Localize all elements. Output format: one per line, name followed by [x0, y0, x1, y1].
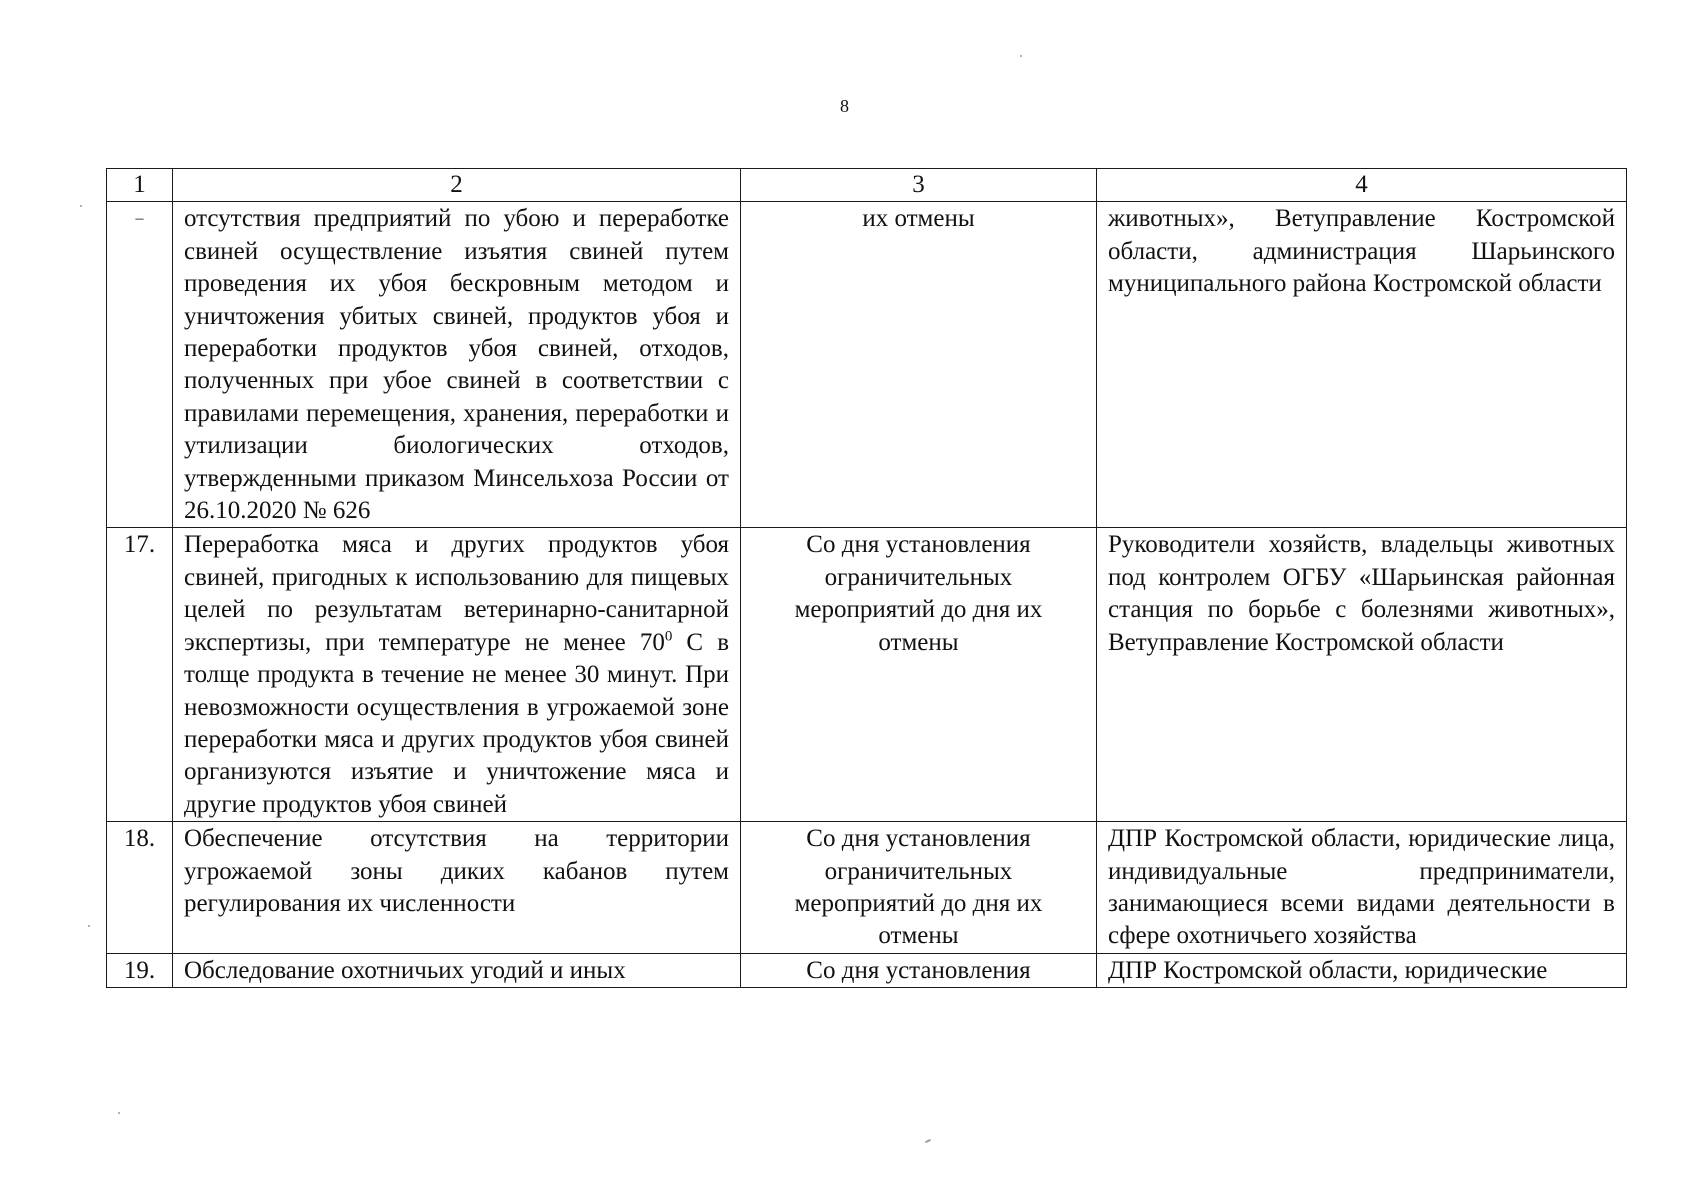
page-number: 8 [840, 96, 849, 116]
measure-cell: отсутствия предприятий по убою и переработке свиней осуществление изъятия свиней путем проведения их убоя бескровным методом и уничтожения убитых свиней, продуктов убоя и переработки продуктов убоя свиней, отходов, полученных при убое свиней в соответствии с правилами перемещения, хранения, переработки и утилизации биологических отходов, утвержденными приказом Минсельхоза России от 26.10.2020 № 626 [173, 202, 741, 528]
scan-speck [80, 205, 82, 207]
scan-speck [1020, 55, 1022, 57]
table-header-row [107, 169, 1627, 202]
row-number: 19. [107, 953, 173, 987]
table-row [107, 953, 1627, 987]
measures-table [106, 168, 1627, 988]
responsible-cell: ДПР Костромской области, юридические лица, индивидуальные предприниматели, занимающиеся всеми видами деятельности в сфере охотничьего хозяйства [1097, 822, 1627, 954]
header-cell: 4 [1097, 169, 1627, 202]
row-number: 17. [107, 528, 173, 822]
measure-cell [173, 528, 741, 822]
header-cell: 1 [107, 169, 173, 202]
scan-speck [88, 925, 90, 927]
term-cell: их отмены [741, 202, 1097, 528]
row-number: 18. [107, 822, 173, 954]
header-cell: 3 [741, 169, 1097, 202]
responsible-cell: ДПР Костромской области, юридические [1097, 953, 1627, 987]
scan-speck [118, 1112, 120, 1114]
table-row [107, 528, 1627, 822]
measure-cell: Обеспечение отсутствия на территории угрожаемой зоны диких кабанов путем регулирования их численности [173, 822, 741, 954]
table-row [107, 822, 1627, 954]
table-row [107, 202, 1627, 528]
scan-speck [925, 1139, 931, 1143]
measure-text: С в толще продукта в течение не менее 30 минут. При невозможности осуществления в угрожаемой зоне переработки мяса и других продуктов убоя свиней организуются изъятие и уничтожение мяса и другие продуктов убоя свиней [184, 628, 729, 818]
term-cell: Со дня установления [741, 953, 1097, 987]
degree-superscript: 0 [664, 628, 673, 645]
term-cell: Со дня установления ограничительных мероприятий до дня их отмены [741, 528, 1097, 822]
measure-cell: Обследование охотничьих угодий и иных [173, 953, 741, 987]
measure-text: Переработка мяса и других продуктов убоя свиней, пригодных к использованию для пищевых целей по результатам ветеринарно-санитарной экспертизы, при температуре не менее 70 [184, 531, 729, 656]
term-cell: Со дня установления ограничительных мероприятий до дня их отмены [741, 822, 1097, 954]
responsible-cell: Руководители хозяйств, владельцы животных под контролем ОГБУ «Шарьинская районная станция по борьбе с болезнями животных», Ветуправление Костромской области [1097, 528, 1627, 822]
header-cell: 2 [173, 169, 741, 202]
row-number: – [107, 202, 173, 528]
responsible-cell: животных», Ветуправление Костромской области, администрация Шарьинского муниципального района Костромской области [1097, 202, 1627, 528]
